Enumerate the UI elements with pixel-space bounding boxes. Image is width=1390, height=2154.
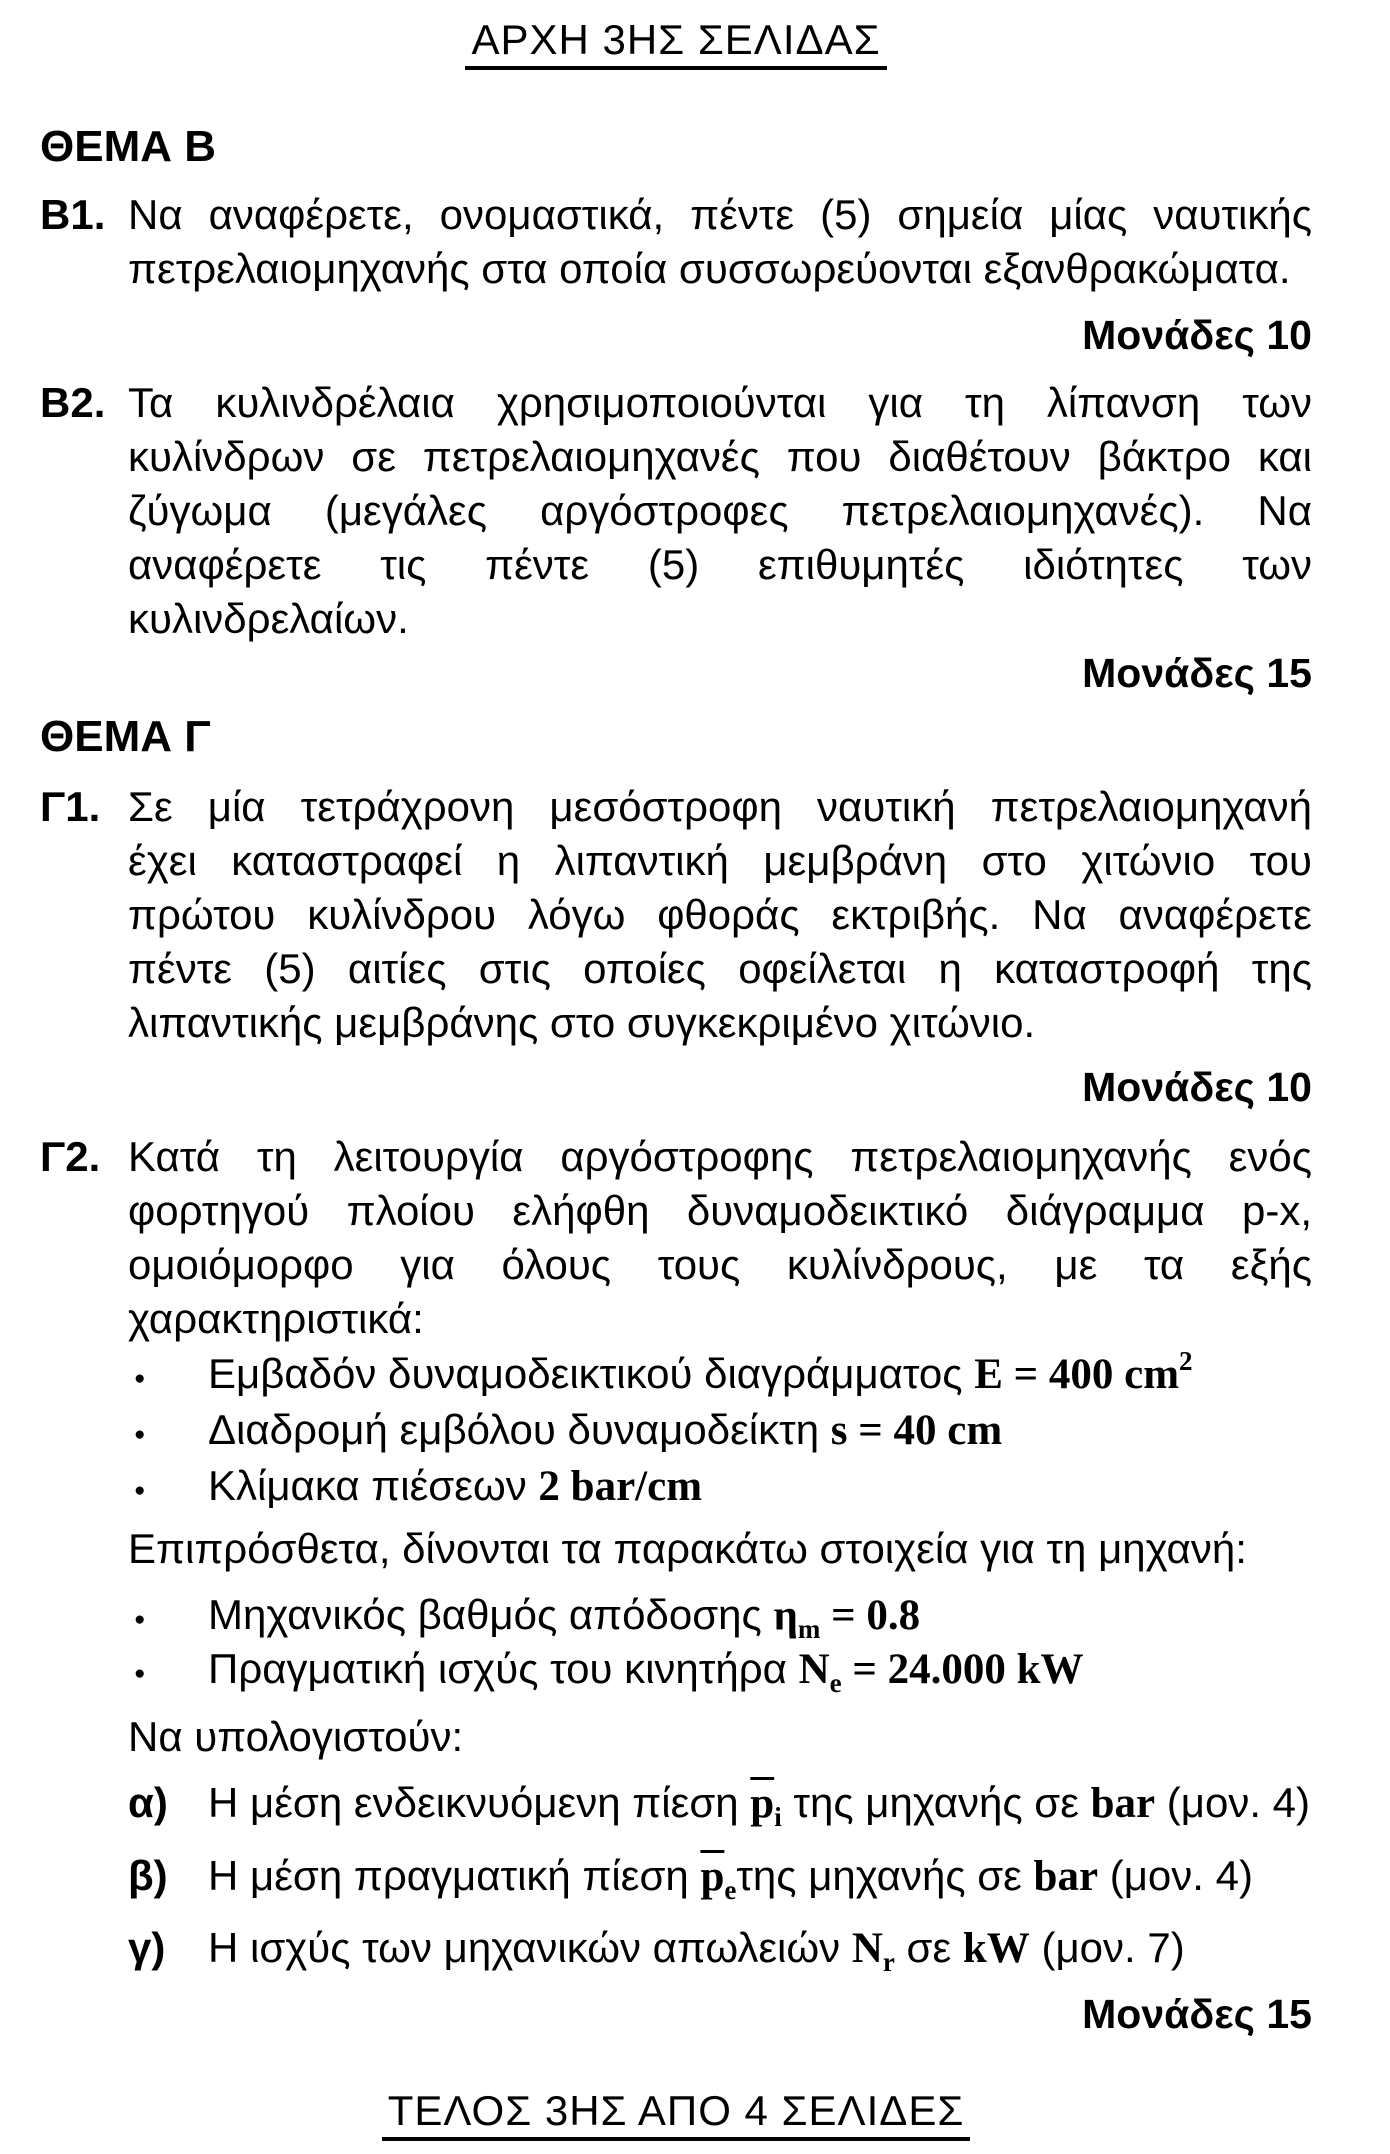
- unit: bar: [1033, 1853, 1099, 1900]
- paragraph-line: κυλινδρελαίων.: [128, 595, 409, 642]
- bullet-item: [128, 1588, 1312, 1642]
- bullet-text: [208, 1402, 1312, 1458]
- page-header: ΑΡΧΗ 3ΗΣ ΣΕΛΙΔΑΣ: [465, 17, 886, 70]
- subscript: e: [724, 1875, 737, 1903]
- bullet-icon: [128, 1588, 208, 1642]
- math-expression: $N_e = 24.000$ kW: [798, 1646, 1084, 1696]
- theme-g-heading: ΘΕΜΑ Γ: [40, 712, 211, 761]
- math-expression: s = 40 cm: [830, 1407, 1003, 1454]
- extra-data-intro: Επιπρόσθετα, δίνονται τα παρακάτω στοιχεία για τη μηχανή:: [128, 1525, 1247, 1572]
- question-label-b2: Β2.: [40, 379, 106, 426]
- bullet-icon: [128, 1402, 208, 1458]
- bullet-text: [208, 1346, 1312, 1402]
- paragraph-line: ζύγωμα (μεγάλες αργόστροφες πετρελαιομηχανές). Να: [128, 487, 1312, 534]
- paragraph-line: Σε μία τετράχρονη μεσόστροφη ναυτική πετρελαιομηχανή: [128, 783, 1312, 830]
- bullet-label: Εμβαδόν δυναμοδεικτικού διαγράμματος: [208, 1350, 975, 1397]
- bullet-label: Μηχανικός βαθμός απόδοσης: [208, 1591, 774, 1638]
- math-expression: $\overline{p}_e$: [700, 1853, 737, 1903]
- paragraph-line: λιπαντικής μεμβράνης στο συγκεκριμένο χιτώνιο.: [128, 999, 1036, 1046]
- page-footer-row: [40, 2087, 1312, 2141]
- paragraph-line: Να αναφέρετε, ονομαστικά, πέντε (5) σημεία μίας ναυτικής: [128, 191, 1312, 238]
- sub-question-text: Η μέση ενδεικνυόμενη πίεση $\overline{p}_i$ της μηχανής σε bar (μον. 4): [208, 1779, 1311, 1830]
- paragraph-line: χαρακτηριστικά:: [128, 1295, 424, 1342]
- sub-question-text: Η ισχύς των μηχανικών απωλειών $N_r$ σε kW (μον. 7): [208, 1924, 1185, 1975]
- bullet-text: [208, 1642, 1312, 1696]
- bullet-label: Πραγματική ισχύς του κινητήρα: [208, 1645, 799, 1692]
- bullet-item: [128, 1402, 1312, 1458]
- marks-b1: Μονάδες 10: [1082, 312, 1312, 358]
- question-g2-body: [128, 1130, 1312, 1975]
- page-footer: ΤΕΛΟΣ 3ΗΣ ΑΠΟ 4 ΣΕΛΙΔΕΣ: [382, 2088, 971, 2141]
- bullet-text: [208, 1588, 1312, 1642]
- bullet-item: [128, 1346, 1312, 1402]
- bullet-label: Κλίμακα πιέσεων: [208, 1462, 539, 1509]
- paragraph-line: κυλίνδρων σε πετρελαιομηχανές που διαθέτουν βάκτρο και: [128, 433, 1312, 480]
- marks-g1: Μονάδες 10: [1082, 1064, 1312, 1110]
- paragraph-line: Τα κυλινδρέλαια χρησιμοποιούνται για τη λίπανση των: [128, 379, 1312, 426]
- paragraph-line: Κατά τη λειτουργία αργόστροφης πετρελαιομηχανής ενός: [128, 1133, 1312, 1180]
- paragraph-line: πέντε (5) αιτίες στις οποίες οφείλεται η καταστροφή της: [128, 945, 1312, 992]
- subscript: e: [829, 1668, 842, 1696]
- question-g1: [40, 780, 1312, 1050]
- bullet-item: [128, 1458, 1312, 1514]
- theme-b-heading: ΘΕΜΑ Β: [40, 122, 216, 171]
- question-g1-body: [128, 780, 1312, 1050]
- math-expression: $N_r$: [851, 1925, 895, 1975]
- bullet-icon: [128, 1458, 208, 1514]
- paragraph-line: πετρελαιομηχανής στα οποία συσσωρεύονται εξανθρακώματα.: [128, 245, 1291, 292]
- math-expression: $\eta_m = 0.8$: [773, 1592, 921, 1642]
- bullet-icon: [128, 1346, 208, 1402]
- question-label-g1: Γ1.: [40, 783, 101, 830]
- question-label-g2: Γ2.: [40, 1133, 101, 1180]
- bullet-item: [128, 1642, 1312, 1696]
- question-b1-body: [128, 188, 1312, 296]
- paragraph-line: φορτηγού πλοίου ελήφθη δυναμοδεικτικό διάγραμμα p-x,: [128, 1187, 1312, 1234]
- math-expression: $\overline{p}_i$: [750, 1780, 782, 1830]
- sub-question-text: Η μέση πραγματική πίεση $\overline{p}_e\tau\eta\varsigma$ μηχανής σε bar (μον. 4): [208, 1852, 1253, 1903]
- question-b1: [40, 188, 1312, 296]
- sub-question-label: γ): [128, 1924, 166, 1971]
- sub-question-a: [128, 1776, 1312, 1830]
- question-label-b1: Β1.: [40, 191, 106, 238]
- marks-g2: Μονάδες 15: [1082, 1991, 1312, 2037]
- marks-b2: Μονάδες 15: [1082, 650, 1312, 696]
- calculation-intro: Να υπολογιστούν:: [128, 1713, 464, 1760]
- bullet-label: Διαδρομή εμβόλου δυναμοδείκτη: [208, 1406, 831, 1453]
- sub-question-label: β): [128, 1852, 168, 1899]
- paragraph-line: ομοιόμορφο για όλους τους κυλίνδρους, με τα εξής: [128, 1241, 1312, 1288]
- question-b2-body: [128, 376, 1312, 646]
- subscript: r: [882, 1947, 895, 1975]
- question-g2: [40, 1130, 1312, 1975]
- unit: bar: [1090, 1780, 1156, 1827]
- sub-question-c: [128, 1921, 1312, 1975]
- bullet-text: [208, 1458, 1312, 1514]
- question-b2: [40, 376, 1312, 646]
- sub-question-b: [128, 1849, 1312, 1903]
- page-header-row: [40, 16, 1312, 70]
- sub-question-label: α): [128, 1779, 168, 1826]
- bullet-icon: [128, 1642, 208, 1696]
- math-expression: E = 400 $cm^2$: [974, 1346, 1193, 1398]
- subscript: i: [774, 1802, 782, 1830]
- superscript: 2: [1179, 1346, 1193, 1376]
- unit: kW: [962, 1925, 1030, 1972]
- subscript: m: [797, 1614, 821, 1642]
- paragraph-line: αναφέρετε τις πέντε (5) επιθυμητές ιδιότητες των: [128, 541, 1312, 588]
- paragraph-line: έχει καταστραφεί η λιπαντική μεμβράνη στο χιτώνιο του: [128, 837, 1312, 884]
- math-expression: 2 bar/cm: [538, 1463, 703, 1510]
- paragraph-line: πρώτου κυλίνδρου λόγω φθοράς εκτριβής. Να αναφέρετε: [128, 891, 1312, 938]
